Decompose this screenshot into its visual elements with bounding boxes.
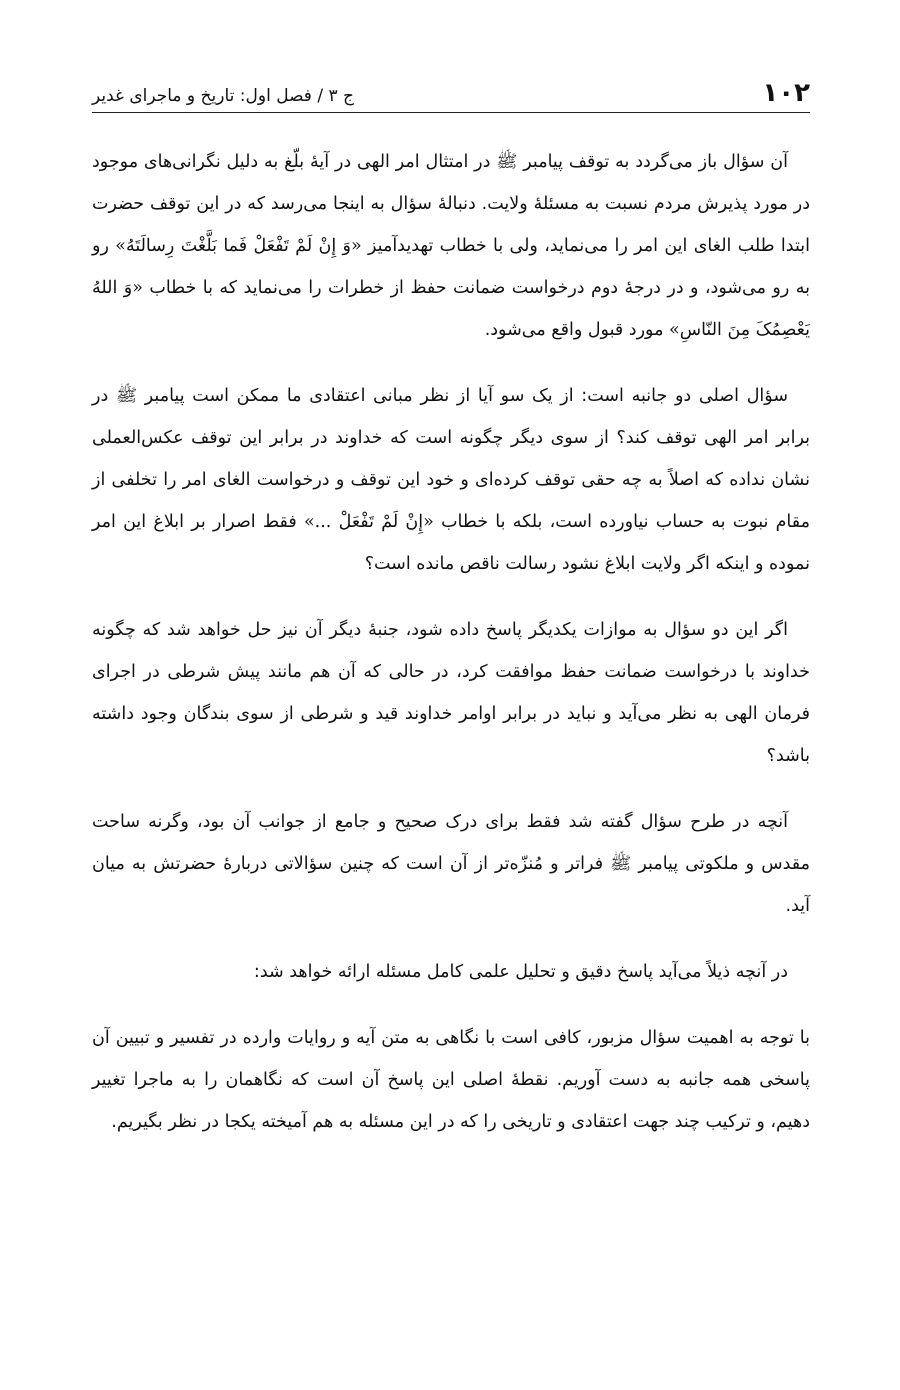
paragraph-5: در آنچه ذیلاً می‌آید پاسخ دقیق و تحلیل علمی کامل مسئله ارائه خواهد شد:: [253, 962, 788, 982]
paragraph-3: اگر این دو سؤال به موازات یکدیگر پاسخ داده شود، جنبهٔ دیگر آن نیز حل خواهد شد که چگونه خداوند با درخواست ضمانت حفظ موافقت کرد، در حالی که آن هم مانند پیش شرطی در اجرای فرمان الهی به نظر می‌آید و نباید در برابر اوامر خداوند قید و شرطی از سوی بندگان وجود داشته باشد؟: [92, 620, 810, 766]
body-text: [92, 141, 810, 1143]
paragraph-2: [92, 375, 810, 585]
paragraph-1-text-c: مورد قبول واقع می‌شود.: [484, 320, 670, 340]
book-page: [92, 62, 810, 1167]
paragraph-1-text-b: رو به رو می‌شود، و در درجهٔ دوم درخواست ضمانت حفظ از خطرات را می‌نماید که با خطاب: [92, 236, 810, 298]
quran-quote-1: «وَ إِنْ لَمْ تَفْعَلْ فَما بَلَّغْتَ رِسالَتَهُ»: [115, 236, 362, 256]
paragraph-4: آنچه در طرح سؤال گفته شد فقط برای درک صحیح و جامع از جوانب آن بود، وگرنه ساحت مقدس و ملکوتی پیامبر ﷺ فراتر و مُنزّه‌تر از آن است که چنین سؤالاتی دربارهٔ حضرتش به میان آید.: [92, 812, 810, 916]
paragraph-2-text-b: فقط اصرار بر ابلاغ این امر نموده و اینکه اگر ولایت ابلاغ نشود رسالت ناقص مانده است؟: [92, 512, 810, 574]
paragraph-1: [92, 141, 810, 351]
paragraph-6: با توجه به اهمیت سؤال مزبور، کافی است با نگاهی به متن آیه و روایات وارده در تفسیر و تبیین آن پاسخی همه جانبه به دست آوریم. نقطهٔ اصلی این پاسخ آن است که نگاهمان را به ماجرا تغییر دهیم، و ترکیب چند جهت اعتقادی و تاریخی را که در این مسئله به هم آمیخته یکجا در نظر بگیریم.: [92, 1028, 810, 1132]
paragraph-2-text-a: سؤال اصلی دو جانبه است: از یک سو آیا از نظر مبانی اعتقادی ما ممکن است پیامبر ﷺ در برابر امر الهی توقف کند؟ از سوی دیگر چگونه است که خداوند در برابر این توقف عکس‌العملی نشان نداده که اصلاً به چه حقی توقف کرده‌ای و خود این توقف و درخواست الغای امر را تخلفی از مقام نبوت به حساب نیاورده است، بلکه با خطاب: [92, 386, 810, 532]
page-number: ۱۰۲: [762, 78, 810, 108]
page-header: [92, 62, 810, 113]
running-title: ج ۳ / فصل اول: تاریخ و ماجرای غدیر: [92, 85, 355, 106]
quran-quote-2: «وَ اللهُ یَعْصِمُکَ مِنَ النّاسِ»: [92, 278, 810, 340]
quran-quote-3: «إِنْ لَمْ تَفْعَلْ ...»: [303, 512, 434, 532]
paragraph-1-text-a: آن سؤال باز می‌گردد به توقف پیامبر ﷺ در امتثال امر الهی در آیهٔ بلّغ به دلیل نگرانی‌های موجود در مورد پذیرش مردم نسبت به مسئلهٔ ولایت. دنبالهٔ سؤال به اینجا می‌رسد که در این توقف حضرت ابتدا طلب الغای این امر را می‌نماید، ولی با خطاب تهدیدآمیز: [92, 152, 810, 256]
